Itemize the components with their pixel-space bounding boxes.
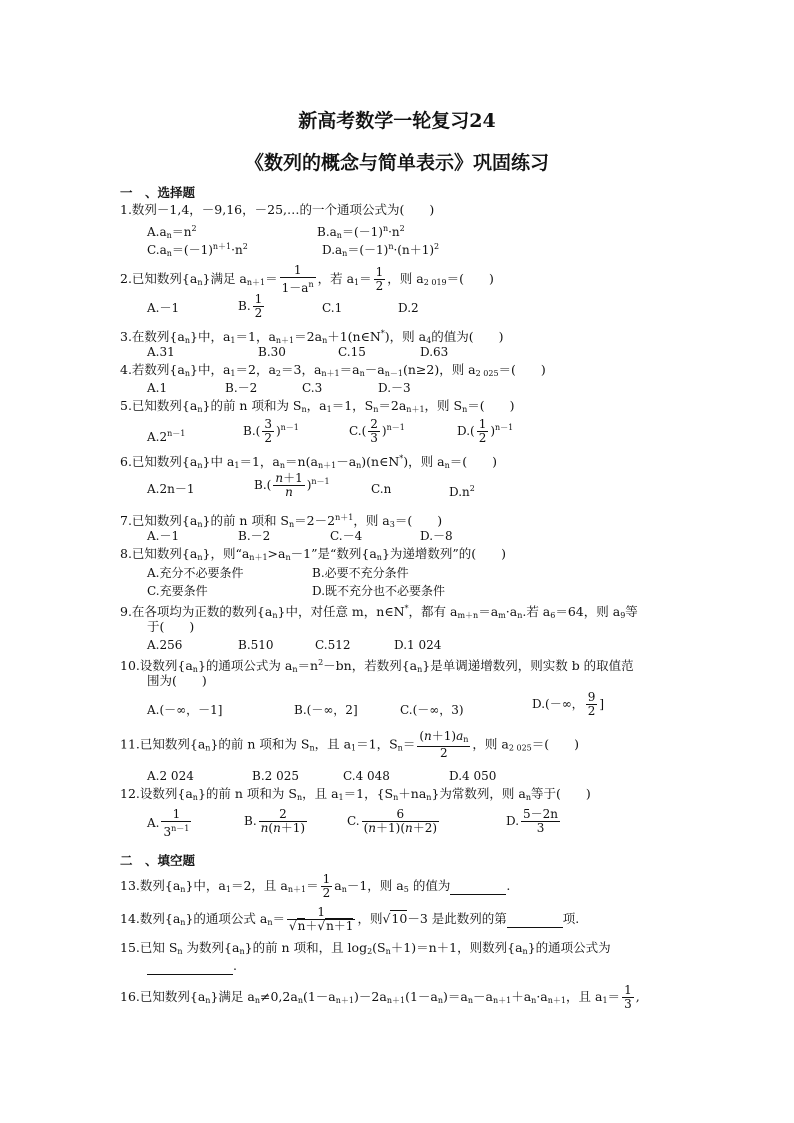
question-6: 6.已知数列$\{a_n\}$中 $a_1=1$，$a_n=n(a_{n+1}-a_n)(n\in N^*)$，则 $a_n=$( ) — [120, 454, 498, 470]
q6-option-a: A.2n－1 — [147, 482, 195, 496]
q9-option-c: C.512 — [315, 638, 351, 652]
q7-option-d: D.－8 — [420, 529, 453, 543]
q11-option-c: C.4 048 — [343, 769, 390, 783]
question-11: 11.已知数列$\{a_n\}$的前 n 项和为 $S_n$，且 $a_1=1$，$S_n=$ $\frac{(n+1)a_n}{2}$ ，则 $a_{2 025}=$( ) — [120, 729, 580, 760]
q3-option-c: C.15 — [338, 345, 366, 359]
question-1: 1.数列－1,4，－9,16，－25,…的一个通项公式为( ) — [120, 202, 435, 217]
q3-option-b: B.30 — [258, 345, 286, 359]
q3-option-d: D.63 — [420, 345, 449, 359]
q6-option-b: B.( $\frac{n+1}{n}$ )$^{n-1}$ — [254, 471, 330, 499]
q8-option-b: B.必要不充分条件 — [312, 566, 409, 580]
question-10: 10.设数列$\{a_n\}$的通项公式为 $a_n=n^2-bn$，若数列$\{a_n\}$是单调递增数列，则实数 b 的取值范 — [120, 658, 634, 674]
question-7: 7.已知数列$\{a_n\}$的前 n 项和 $S_n=2-2^{n+1}$，则 $a_3=$( ) — [120, 513, 443, 529]
q5-option-a: $A.2^{n-1}$ — [147, 429, 186, 444]
q11-option-d: D.4 050 — [449, 769, 497, 783]
q4-option-c: C.3 — [302, 381, 323, 395]
q11-option-a: A.2 024 — [147, 769, 194, 783]
q6-option-c: C.n — [371, 482, 392, 496]
question-14: 14.数列$\{a_n\}$的通项公式 $a_n=$ $\frac{1}{√n+√n+1}$ ，则√10－3 是此数列的第 项. — [120, 905, 580, 933]
q10-option-b: B.(－∞，2] — [294, 703, 358, 717]
q1-option-a: $A.a_n=n^2$ — [147, 224, 197, 240]
question-5: 5.已知数列$\{a_n\}$的前 n 项和为 $S_n$，$a_1=1$，$S_n=2a_{n+1}$，则 $S_n=$( ) — [120, 398, 515, 414]
q10-option-a: A.(－∞，－1] — [147, 703, 223, 717]
q8-option-d: D.既不充分也不必要条件 — [312, 584, 446, 598]
q10-option-d: D.(－∞， $\frac{9}{2}$ ] — [532, 690, 605, 718]
q11-option-b: B.2 025 — [252, 769, 299, 783]
q5-option-d: D.( $\frac{1}{2}$ )$^{n-1}$ — [457, 417, 514, 445]
q3-option-a: A.31 — [147, 345, 175, 359]
question-10-line2: 围为( ) — [147, 673, 207, 688]
question-8: 8.已知数列$\{a_n\}$，则“$a_{n+1}>a_n-1$”是“数列$\{a_n\}$为递增数列”的( ) — [120, 546, 507, 562]
q5-option-c: C.( $\frac{2}{3}$ )$^{n-1}$ — [349, 417, 405, 445]
question-2: 2.已知数列$\{a_n\}$满足 $a_{n+1}=$ $\frac{1}{1-a^n}$ ，若 $a_1=$ $\frac{1}{2}$ ，则 $a_{2 019}=$( ) — [120, 263, 494, 295]
q5-option-b: B.( $\frac{3}{2}$ )$^{n-1}$ — [243, 417, 299, 445]
q2-option-d: D.2 — [398, 301, 419, 315]
q1-option-c: $C.a_n=(-1)^{n+1}\cdot n^2$ — [147, 242, 248, 258]
q4-option-a: A.1 — [147, 381, 168, 395]
q7-option-b: B.－2 — [238, 529, 271, 543]
question-4: 4.若数列$\{a_n\}$中，$a_1=2$，$a_2=3$，$a_{n+1}=a_n-a_{n-1}(n\ge 2)$，则 $a_{2 025}=$( ) — [120, 362, 546, 378]
q4-option-d: D.－3 — [378, 381, 411, 395]
q2-option-c: C.1 — [322, 301, 343, 315]
q12-option-d: D. $\frac{5-2n}{3}$ — [506, 807, 559, 835]
q14-blank[interactable] — [507, 911, 563, 928]
question-12: 12.设数列$\{a_n\}$的前 n 项和为 $S_n$，且 $a_1=1$，$\{S_n+na_n\}$为常数列，则 $a_n$等于( ) — [120, 786, 591, 802]
q1-option-d: $D.a_n=(-1)^n\cdot(n+1)^2$ — [322, 242, 440, 258]
question-16: 16.已知数列$\{a_n\}$满足 $a_n\ne 0,2a_n(1-a_{n+1})-2a_{n+1}(1-a_n)=a_n-a_{n+1}+a_n\cdot a_{n+1}$，且 $a_1=$ $\frac{1}{3}$ , — [120, 983, 640, 1011]
q8-option-c: C.充要条件 — [147, 584, 208, 598]
q9-option-b: B.510 — [238, 638, 274, 652]
question-3: 3.在数列$\{a_n\}$中，$a_1=1$，$a_{n+1}=2a_n+1(n\in N^*)$，则 $a_4$的值为( ) — [120, 329, 504, 345]
q7-option-a: A.－1 — [147, 529, 180, 543]
q12-option-c: C. $\frac{6}{(n+1)(n+2)}$ — [347, 807, 438, 835]
question-9-line2: 于( ) — [147, 619, 195, 634]
q13-blank[interactable] — [450, 878, 506, 895]
q12-option-a: A. $\frac{1}{3^{n-1}}$ — [147, 807, 190, 839]
question-15-line2: . — [147, 958, 237, 975]
q10-option-c: C.(－∞，3) — [400, 703, 464, 717]
q4-option-b: B.－2 — [225, 381, 258, 395]
q2-option-b: B. $\frac{1}{2}$ — [238, 292, 263, 320]
section-fill: 二 、填空题 — [120, 853, 196, 868]
q8-option-a: A.充分不必要条件 — [147, 566, 244, 580]
q6-option-d: $D.n^2$ — [449, 484, 475, 499]
page-subtitle: 《数列的概念与简单表示》巩固练习 — [244, 152, 549, 174]
q15-blank[interactable] — [147, 958, 233, 975]
q9-option-a: A.256 — [147, 638, 183, 652]
q2-option-a: A.－1 — [147, 301, 180, 315]
q9-option-d: D.1 024 — [394, 638, 442, 652]
q12-option-b: B. $\frac{2}{n(n+1)}$ — [244, 807, 306, 835]
question-15: 15.已知 $S_n$ 为数列$\{a_n\}$的前 n 项和，且 $\log_2(S_n+1)=n+1$，则数列$\{a_n\}$的通项公式为 — [120, 940, 611, 956]
page-title: 新高考数学一轮复习24 — [298, 110, 496, 132]
section-choice: 一 、选择题 — [120, 185, 196, 200]
q1-option-b: $B.a_n=(-1)^n\cdot n^2$ — [317, 224, 405, 240]
question-9: 9.在各项均为正数的数列$\{a_n\}$中，对任意 m，n∈N*，都有 $a_{m+n}=a_m\cdot a_n$.若 $a_6=64$，则 $a_9$等 — [120, 604, 638, 620]
q7-option-c: C.－4 — [330, 529, 363, 543]
question-13: 13.数列$\{a_n\}$中，$a_1=2$，且 $a_{n+1}=$ $\frac{1}{2}$ $a_n-1$，则 $a_5$ 的值为 . — [120, 872, 511, 900]
